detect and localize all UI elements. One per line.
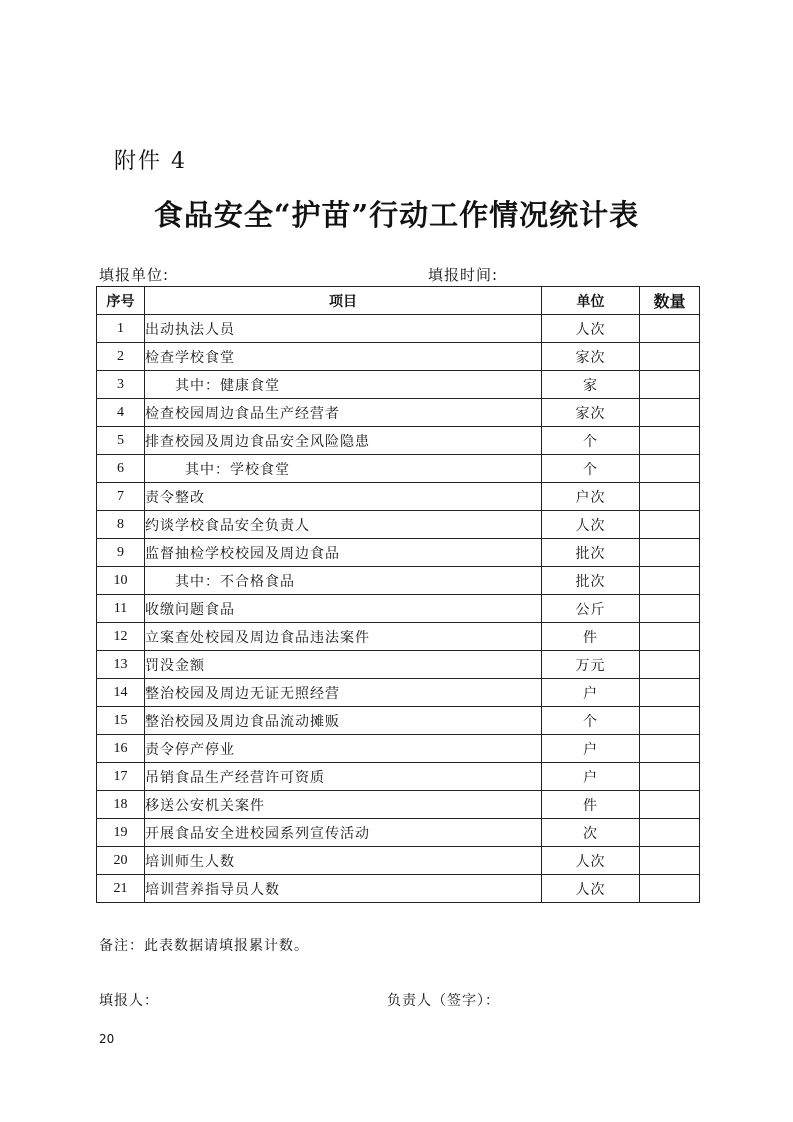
row-index: 8 <box>97 511 145 539</box>
row-index: 16 <box>97 735 145 763</box>
row-item: 检查校园周边食品生产经营者 <box>145 399 542 427</box>
row-item: 开展食品安全进校园系列宣传活动 <box>145 819 542 847</box>
row-index: 12 <box>97 623 145 651</box>
row-item: 培训师生人数 <box>145 847 542 875</box>
row-unit: 个 <box>542 427 640 455</box>
header-index: 序号 <box>97 287 145 315</box>
table-row <box>97 567 700 595</box>
row-item: 监督抽检学校校园及周边食品 <box>145 539 542 567</box>
table-row <box>97 679 700 707</box>
row-unit: 人次 <box>542 847 640 875</box>
row-item: 培训营养指导员人数 <box>145 875 542 903</box>
row-quantity-cell[interactable] <box>640 567 700 595</box>
row-index: 6 <box>97 455 145 483</box>
row-quantity-cell[interactable] <box>640 483 700 511</box>
row-unit: 户次 <box>542 483 640 511</box>
row-quantity-cell[interactable] <box>640 623 700 651</box>
table-row <box>97 735 700 763</box>
table-row <box>97 623 700 651</box>
table-row <box>97 539 700 567</box>
row-unit: 个 <box>542 455 640 483</box>
filler-label: 填报人： <box>99 993 159 1009</box>
row-quantity-cell[interactable] <box>640 399 700 427</box>
row-index: 5 <box>97 427 145 455</box>
row-index: 3 <box>97 371 145 399</box>
row-unit: 人次 <box>542 875 640 903</box>
row-item: 整治校园及周边无证无照经营 <box>145 679 542 707</box>
row-quantity-cell[interactable] <box>640 539 700 567</box>
table-row <box>97 763 700 791</box>
row-unit: 户 <box>542 735 640 763</box>
document-title: 食品安全“护苗”行动工作情况统计表 <box>153 198 640 232</box>
row-index: 1 <box>97 315 145 343</box>
row-index: 4 <box>97 399 145 427</box>
row-index: 21 <box>97 875 145 903</box>
table-row <box>97 847 700 875</box>
table-row <box>97 875 700 903</box>
row-index: 20 <box>97 847 145 875</box>
row-index: 15 <box>97 707 145 735</box>
row-item: 收缴问题食品 <box>145 595 542 623</box>
row-quantity-cell[interactable] <box>640 763 700 791</box>
attachment-label: 附件 4 <box>114 149 187 174</box>
fill-unit-label: 填报单位: <box>99 266 170 284</box>
row-unit: 人次 <box>542 315 640 343</box>
row-index: 19 <box>97 819 145 847</box>
table-row <box>97 651 700 679</box>
row-item: 出动执法人员 <box>145 315 542 343</box>
row-item: 移送公安机关案件 <box>145 791 542 819</box>
row-unit: 万元 <box>542 651 640 679</box>
row-unit: 件 <box>542 623 640 651</box>
row-quantity-cell[interactable] <box>640 847 700 875</box>
row-quantity-cell[interactable] <box>640 427 700 455</box>
table-row <box>97 595 700 623</box>
row-item: 其中：健康食堂 <box>145 371 542 399</box>
row-item: 检查学校食堂 <box>145 343 542 371</box>
row-item: 罚没金额 <box>145 651 542 679</box>
table-row <box>97 819 700 847</box>
row-quantity-cell[interactable] <box>640 819 700 847</box>
row-item: 其中：不合格食品 <box>145 567 542 595</box>
row-quantity-cell[interactable] <box>640 455 700 483</box>
row-index: 7 <box>97 483 145 511</box>
row-quantity-cell[interactable] <box>640 651 700 679</box>
row-quantity-cell[interactable] <box>640 371 700 399</box>
principal-signature-label: 负责人（签字）： <box>387 993 500 1009</box>
row-quantity-cell[interactable] <box>640 343 700 371</box>
table-row <box>97 483 700 511</box>
table-row <box>97 427 700 455</box>
row-unit: 家次 <box>542 399 640 427</box>
row-unit: 件 <box>542 791 640 819</box>
row-quantity-cell[interactable] <box>640 315 700 343</box>
row-quantity-cell[interactable] <box>640 735 700 763</box>
row-index: 11 <box>97 595 145 623</box>
row-index: 17 <box>97 763 145 791</box>
row-index: 10 <box>97 567 145 595</box>
row-item: 排查校园及周边食品安全风险隐患 <box>145 427 542 455</box>
row-unit: 批次 <box>542 539 640 567</box>
table-row <box>97 343 700 371</box>
row-index: 18 <box>97 791 145 819</box>
note: 备注：此表数据请填报累计数。 <box>99 938 309 954</box>
row-index: 2 <box>97 343 145 371</box>
row-quantity-cell[interactable] <box>640 679 700 707</box>
table-row <box>97 399 700 427</box>
fill-time-label: 填报时间: <box>428 266 499 284</box>
row-quantity-cell[interactable] <box>640 595 700 623</box>
table-row <box>97 707 700 735</box>
row-quantity-cell[interactable] <box>640 707 700 735</box>
row-index: 14 <box>97 679 145 707</box>
row-unit: 户 <box>542 679 640 707</box>
row-item: 责令整改 <box>145 483 542 511</box>
row-unit: 个 <box>542 707 640 735</box>
table-header-row <box>97 287 700 315</box>
row-unit: 家次 <box>542 343 640 371</box>
row-item: 立案查处校园及周边食品违法案件 <box>145 623 542 651</box>
header-quantity: 数量 <box>640 287 700 315</box>
statistics-table <box>96 286 700 903</box>
row-quantity-cell[interactable] <box>640 875 700 903</box>
row-item: 其中：学校食堂 <box>145 455 542 483</box>
row-unit: 家 <box>542 371 640 399</box>
row-unit: 批次 <box>542 567 640 595</box>
row-item: 整治校园及周边食品流动摊贩 <box>145 707 542 735</box>
table-row <box>97 791 700 819</box>
row-unit: 人次 <box>542 511 640 539</box>
row-quantity-cell[interactable] <box>640 791 700 819</box>
row-item: 约谈学校食品安全负责人 <box>145 511 542 539</box>
table-row <box>97 371 700 399</box>
page-number: 20 <box>99 1032 115 1046</box>
row-item: 责令停产停业 <box>145 735 542 763</box>
table-row <box>97 455 700 483</box>
table-row <box>97 315 700 343</box>
table-row <box>97 511 700 539</box>
row-index: 9 <box>97 539 145 567</box>
table-body <box>97 315 700 903</box>
header-unit: 单位 <box>542 287 640 315</box>
row-item: 吊销食品生产经营许可资质 <box>145 763 542 791</box>
row-unit: 户 <box>542 763 640 791</box>
row-unit: 次 <box>542 819 640 847</box>
row-quantity-cell[interactable] <box>640 511 700 539</box>
header-item: 项目 <box>145 287 542 315</box>
row-unit: 公斤 <box>542 595 640 623</box>
row-index: 13 <box>97 651 145 679</box>
